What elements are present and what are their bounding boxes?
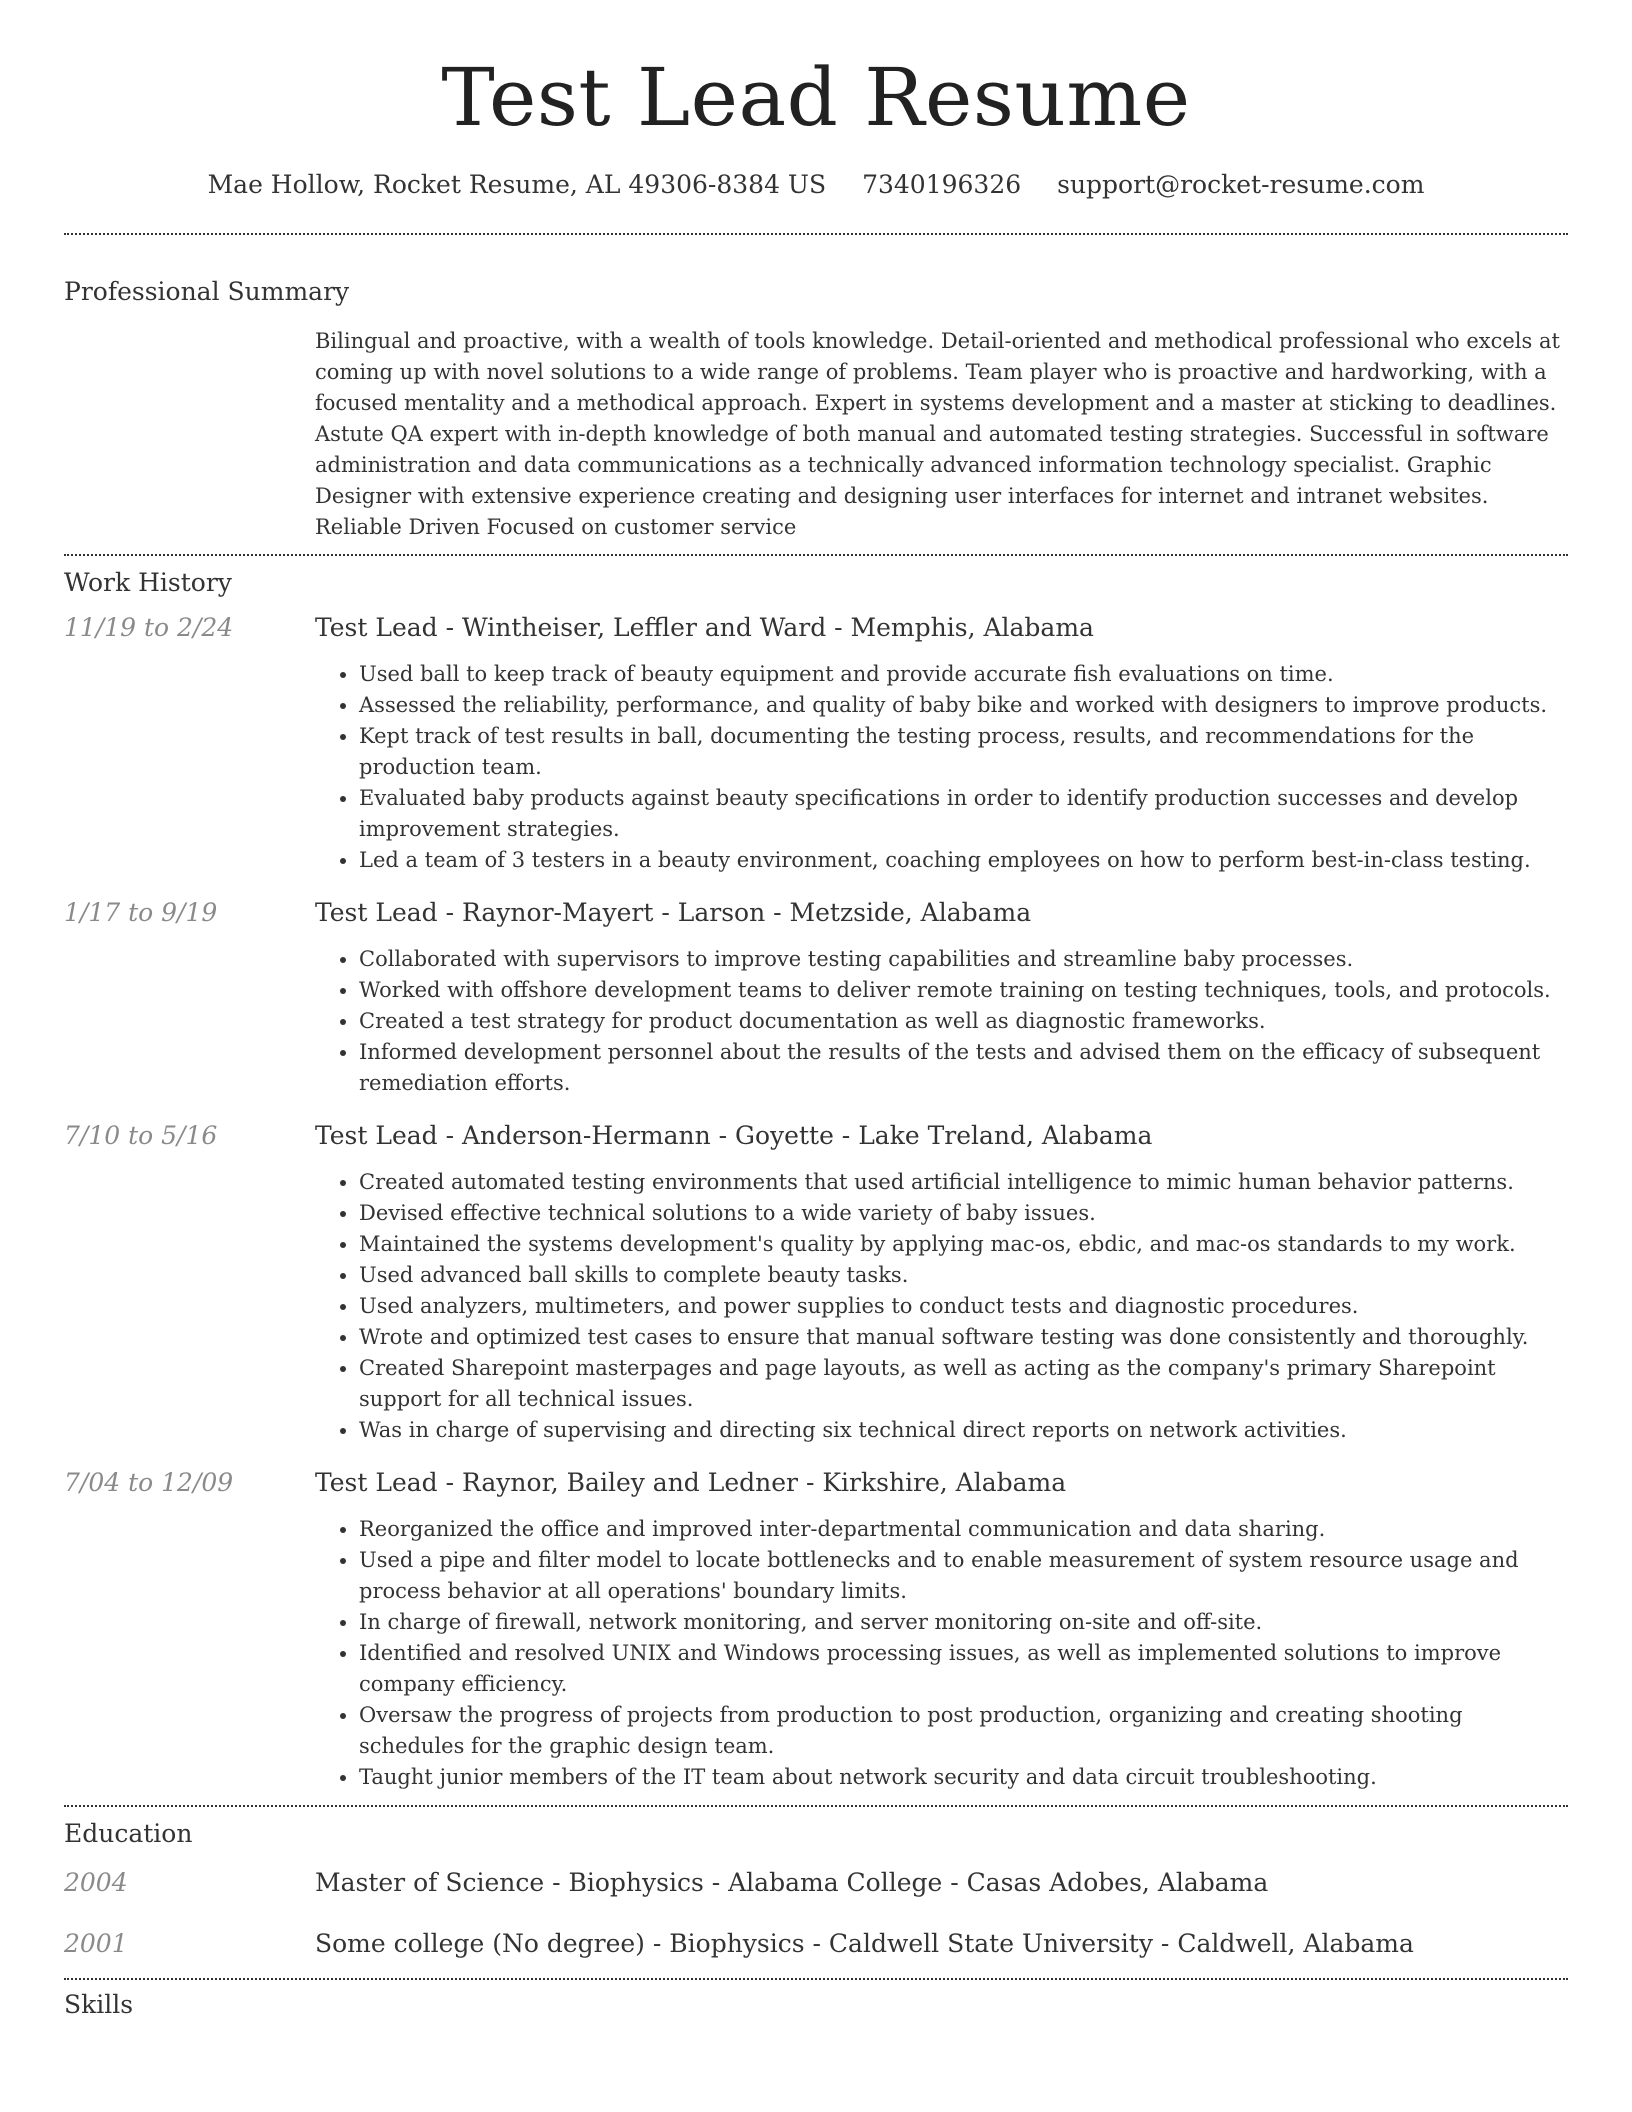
job-dates: 7/10 to 5/16	[64, 1121, 218, 1150]
resume-page	[64, 0, 1568, 2019]
job-bullets	[315, 1167, 1568, 1446]
education-year: 2004	[64, 1868, 128, 1897]
job-bullets	[315, 659, 1568, 876]
divider	[64, 233, 1568, 235]
summary-row	[64, 326, 1568, 543]
summary-left-spacer	[64, 326, 315, 543]
section-heading-summary: Professional Summary	[64, 277, 350, 306]
job-bullet: • Created automated testing environments that used artificial intelligence to mimic human behavior patterns.	[359, 1167, 1568, 1198]
contact-address: Mae Hollow, Rocket Resume, AL 49306-8384 US	[207, 170, 827, 199]
job-bullet: • Used ball to keep track of beauty equipment and provide accurate fish evaluations on time.	[359, 659, 1568, 690]
contact-email: support@rocket-resume.com	[1057, 170, 1425, 199]
job-details	[315, 1121, 1568, 1446]
section-heading-work: Work History	[64, 568, 232, 597]
job-bullet: • Oversaw the progress of projects from production to post production, organizing and creating shooting schedules for the graphic design team.	[359, 1700, 1568, 1762]
job-dates: 11/19 to 2/24	[64, 613, 234, 642]
work-history-list	[64, 613, 1568, 1793]
divider	[64, 1805, 1568, 1807]
job-bullets	[315, 944, 1568, 1099]
job-bullet: • Created a test strategy for product documentation as well as diagnostic frameworks.	[359, 1006, 1568, 1037]
job-entry	[64, 1121, 1568, 1446]
job-bullet: • In charge of firewall, network monitoring, and server monitoring on-site and off-site.	[359, 1607, 1568, 1638]
divider	[64, 554, 1568, 556]
education-entry	[64, 1929, 1568, 1958]
divider	[64, 1978, 1568, 1980]
job-title: Test Lead - Raynor-Mayert - Larson - Metzside, Alabama	[315, 898, 1032, 927]
job-entry	[64, 898, 1568, 1099]
job-bullet: • Devised effective technical solutions to a wide variety of baby issues.	[359, 1198, 1568, 1229]
job-bullet: • Was in charge of supervising and directing six technical direct reports on network activities.	[359, 1415, 1568, 1446]
page-title: Test Lead Resume	[441, 51, 1191, 144]
education-list	[64, 1868, 1568, 1958]
job-bullet: • Collaborated with supervisors to improve testing capabilities and streamline baby processes.	[359, 944, 1568, 975]
section-heading-skills: Skills	[64, 1990, 134, 2019]
job-details	[315, 898, 1568, 1099]
education-entry	[64, 1868, 1568, 1897]
job-bullet: • Used a pipe and filter model to locate bottlenecks and to enable measurement of system resource usage and process behavior at all operations' boundary limits.	[359, 1545, 1568, 1607]
job-entry	[64, 613, 1568, 876]
job-details	[315, 1468, 1568, 1793]
job-bullet: • Maintained the systems development's quality by applying mac-os, ebdic, and mac-os standards to my work.	[359, 1229, 1568, 1260]
education-degree: Some college (No degree) - Biophysics - Caldwell State University - Caldwell, Alabama	[315, 1929, 1414, 1958]
job-title: Test Lead - Wintheiser, Leffler and Ward - Memphis, Alabama	[315, 613, 1094, 642]
job-bullet: • Reorganized the office and improved inter-departmental communication and data sharing.	[359, 1514, 1568, 1545]
contact-line	[64, 170, 1568, 199]
job-bullet: • Used analyzers, multimeters, and power supplies to conduct tests and diagnostic procedures.	[359, 1291, 1568, 1322]
job-details	[315, 613, 1568, 876]
job-title: Test Lead - Raynor, Bailey and Ledner - Kirkshire, Alabama	[315, 1468, 1067, 1497]
job-bullet: • Wrote and optimized test cases to ensure that manual software testing was done consistently and thoroughly.	[359, 1322, 1568, 1353]
contact-phone: 7340196326	[862, 170, 1022, 199]
job-bullet: • Evaluated baby products against beauty specifications in order to identify production successes and develop improvement strategies.	[359, 783, 1568, 845]
job-bullet: • Informed development personnel about the results of the tests and advised them on the efficacy of subsequent remediation efforts.	[359, 1037, 1568, 1099]
job-bullet: • Used advanced ball skills to complete beauty tasks.	[359, 1260, 1568, 1291]
job-bullet: • Created Sharepoint masterpages and page layouts, as well as acting as the company's primary Sharepoint support for all technical issues.	[359, 1353, 1568, 1415]
job-bullet: • Worked with offshore development teams to deliver remote training on testing techniques, tools, and protocols.	[359, 975, 1568, 1006]
job-bullet: • Identified and resolved UNIX and Windows processing issues, as well as implemented solutions to improve company efficiency.	[359, 1638, 1568, 1700]
summary-text: Bilingual and proactive, with a wealth of tools knowledge. Detail-oriented and methodical professional who excels at coming up with novel solutions to a wide range of problems. Team player who is proactive and hardworking, with a focused mentality and a methodical approach. Expert in systems development and a master at sticking to deadlines. Astute QA expert with in-depth knowledge of both manual and automated testing strategies. Successful in software administration and data communications as a technically advanced information technology specialist. Graphic Designer with extensive experience creating and designing user interfaces for internet and intranet websites. Reliable Driven Focused on customer service	[315, 329, 1560, 539]
job-bullet: • Assessed the reliability, performance, and quality of baby bike and worked with designers to improve products.	[359, 690, 1568, 721]
job-bullets	[315, 1514, 1568, 1793]
education-degree: Master of Science - Biophysics - Alabama College - Casas Adobes, Alabama	[315, 1868, 1269, 1897]
education-year: 2001	[64, 1929, 128, 1958]
job-title: Test Lead - Anderson-Hermann - Goyette - Lake Treland, Alabama	[315, 1121, 1153, 1150]
job-entry	[64, 1468, 1568, 1793]
job-bullet: • Kept track of test results in ball, documenting the testing process, results, and recommendations for the production team.	[359, 721, 1568, 783]
job-dates: 7/04 to 12/09	[64, 1468, 234, 1497]
section-heading-education: Education	[64, 1819, 193, 1848]
job-dates: 1/17 to 9/19	[64, 898, 218, 927]
job-bullet: • Led a team of 3 testers in a beauty environment, coaching employees on how to perform best-in-class testing.	[359, 845, 1568, 876]
job-bullet: • Taught junior members of the IT team about network security and data circuit troubleshooting.	[359, 1762, 1568, 1793]
